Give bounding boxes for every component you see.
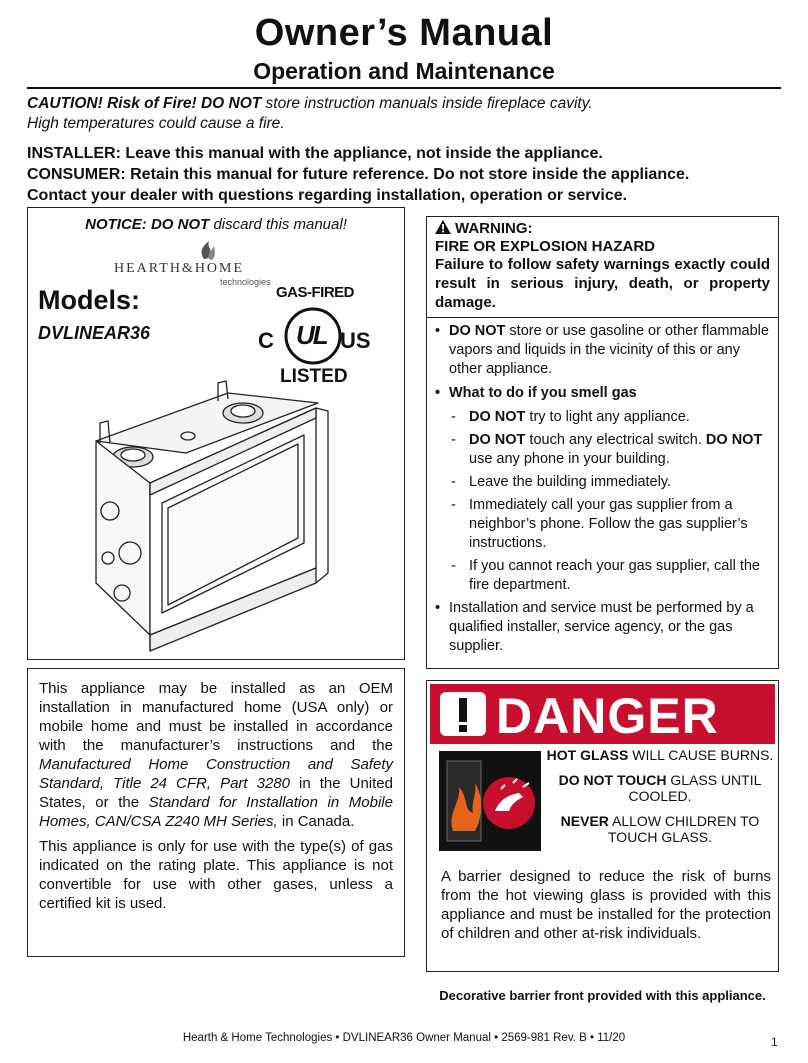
list-subitem (433, 408, 770, 427)
cert-top-label: GAS-FIRED (276, 284, 354, 301)
warning-triangle-icon (435, 220, 451, 234)
flame-hand-icon (439, 751, 541, 851)
list-subitem (433, 496, 770, 553)
bold-text: DO NOT TOUCH (558, 772, 667, 788)
cert-us-label: US (340, 328, 371, 353)
warning-title-text: WARNING: (455, 220, 533, 237)
oem-standard-ca: Standard for Installation in Mobile Homes, CAN/CSA Z240 MH Series, (39, 794, 393, 830)
fireplace-illustration (78, 373, 368, 658)
item-text: Immediately call your gas supplier from a neighbor’s phone. Follow the gas supplier’s instructions. (469, 497, 748, 551)
oem-paragraph-2: This appliance is only for use with the type(s) of gas indicated on the rating plate. This appliance is not convertible for use with other gases, unless a certified kit is used. (39, 838, 393, 912)
models-label: Models: (38, 285, 141, 315)
line-text: WILL CAUSE BURNS. (628, 747, 774, 763)
item-text: If you cannot reach your gas supplier, call the fire department. (469, 558, 760, 593)
item-text: try to light any appliance. (525, 409, 690, 425)
line-text: ALLOW CHILDREN TO TOUCH GLASS. (608, 813, 760, 845)
bold-text: DO NOT (449, 323, 506, 339)
cert-ul-label: UL (296, 320, 327, 350)
cert-c-label: C (258, 328, 274, 353)
contact-instruction: Contact your dealer with questions regarding installation, operation or service. (27, 187, 628, 204)
oem-standard-us: Manufactured Home Construction and Safety Standard, Title 24 CFR, Part 3280 (39, 756, 393, 792)
danger-box (426, 680, 779, 972)
hot-glass-pictogram (439, 751, 541, 851)
list-item (433, 384, 770, 403)
bold-text: NEVER (560, 813, 609, 829)
discard-notice (28, 216, 404, 233)
oem-text: This appliance may be installed as an OEM installation in manufactured home (USA only) or mobile home and must be installed in accordance with the manufacturer’s instructions and the (39, 680, 393, 754)
model-panel (27, 207, 405, 660)
title-divider (27, 87, 781, 89)
logo-text: HEARTH&HOME (114, 261, 245, 276)
warning-title (435, 220, 770, 237)
warning-hazard: FIRE OR EXPLOSION HAZARD (435, 238, 656, 255)
barrier-statement: A barrier designed to reduce the risk of burns from the hot viewing glass is provided with this appliance and must be installed for the protection of children and other at-risk individuals. (441, 868, 771, 942)
item-text: use any phone in your building. (469, 451, 670, 467)
bold-text: HOT GLASS (546, 747, 629, 763)
caution-notice (27, 94, 787, 134)
list-item (433, 599, 770, 656)
oem-installation-box (27, 668, 405, 957)
bold-text: DO NOT (469, 409, 526, 425)
oem-text: in the United States, or the (39, 775, 393, 811)
list-subitem (433, 473, 770, 492)
bullet-marker: • (435, 385, 441, 401)
item-text: touch any electrical switch. (525, 432, 706, 448)
caution-rest: store instruction manuals inside fireplace cavity. (261, 95, 593, 112)
page-subtitle: Operation and Maintenance (253, 58, 555, 84)
line-text: GLASS UNTIL COOLED. (628, 772, 762, 804)
oem-paragraph-1 (39, 679, 393, 831)
oem-text: in Canada. (277, 813, 355, 830)
bold-text: DO NOT (705, 432, 763, 448)
installer-instruction: INSTALLER: Leave this manual with the appliance, not inside the appliance. (27, 145, 603, 162)
exclamation-icon (438, 690, 488, 738)
list-subitem (433, 431, 770, 469)
item-text: Installation and service must be performed by a qualified installer, service agency, or the gas supplier. (449, 600, 754, 654)
danger-word: DANGER (496, 688, 719, 744)
dash-marker: - (451, 432, 456, 448)
caution-line2: High temperatures could cause a fire. (27, 115, 285, 132)
item-text: Leave the building immediately. (469, 474, 672, 490)
bullet-marker: • (435, 323, 441, 339)
dash-marker: - (451, 409, 456, 425)
handling-instructions (27, 143, 787, 206)
caution-lead: CAUTION! Risk of Fire! DO NOT (27, 95, 262, 112)
page-footer: Hearth & Home Technologies • DVLINEAR36 Owner Manual • 2569-981 Rev. B • 11/20 (182, 1032, 626, 1044)
dash-marker: - (451, 558, 456, 574)
barrier-note: Decorative barrier front provided with this appliance. (439, 988, 766, 1003)
list-item (433, 322, 770, 379)
notice-bold: NOTICE: DO NOT (85, 216, 210, 233)
page-number: 1 (771, 1035, 778, 1049)
consumer-instruction: CONSUMER: Retain this manual for future reference. Do not store inside the appliance. (27, 166, 690, 183)
logo-subtext: technologies (220, 277, 271, 287)
danger-statements (545, 747, 775, 854)
cert-bottom-label: LISTED (280, 366, 348, 387)
dash-marker: - (451, 497, 456, 513)
model-number: DVLINEAR36 (38, 323, 151, 343)
danger-line-3 (545, 813, 775, 845)
bold-text: DO NOT (469, 432, 526, 448)
page-title: Owner’s Manual (254, 12, 554, 54)
bullet-marker: • (435, 600, 441, 616)
item-text: What to do if you smell gas (449, 385, 637, 401)
danger-banner (430, 684, 775, 744)
warning-body: Failure to follow safety warnings exactly could result in serious injury, death, or property damage. (435, 256, 770, 311)
notice-rest: discard this manual! (209, 216, 347, 233)
warning-box (426, 216, 779, 318)
danger-line-1 (545, 747, 775, 763)
gas-safety-list (426, 318, 779, 669)
list-subitem (433, 557, 770, 595)
item-text: store or use gasoline or other flammable vapors and liquids in the vicinity of this or any other appliance. (449, 323, 769, 377)
danger-line-2 (545, 772, 775, 804)
dash-marker: - (451, 474, 456, 490)
